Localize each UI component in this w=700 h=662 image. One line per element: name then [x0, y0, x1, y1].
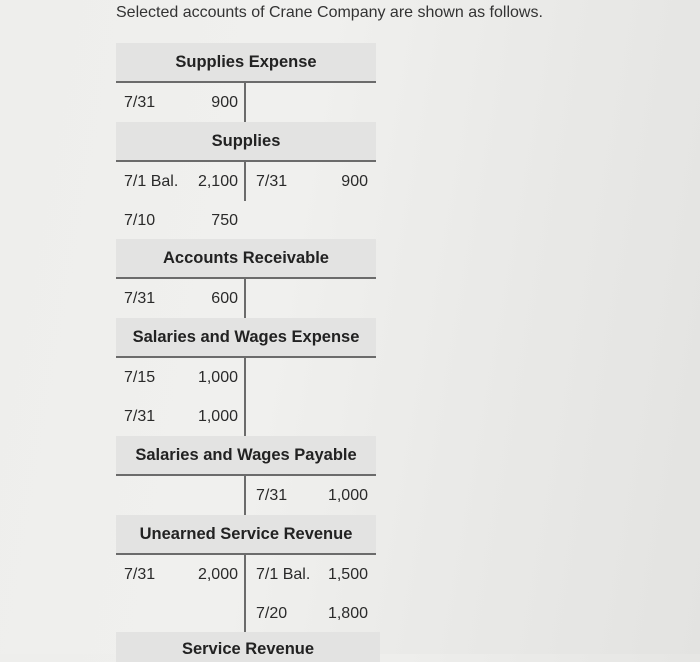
account-title: Accounts Receivable	[116, 239, 376, 279]
debit-date: 7/10	[124, 212, 156, 229]
debit-date: 7/1 Bal.	[124, 173, 179, 190]
credit-amount: 1,500	[327, 566, 368, 583]
account-title: Supplies	[116, 122, 376, 162]
ledger-row	[116, 83, 376, 122]
t-account-supplies	[116, 122, 376, 240]
ledger-row	[116, 555, 376, 594]
debit-date: 7/31	[124, 566, 156, 583]
account-title: Salaries and Wages Payable	[116, 436, 376, 476]
ledger-row	[116, 594, 376, 633]
account-title: Service Revenue	[181, 640, 315, 658]
credit-date: 7/1 Bal.	[256, 566, 311, 583]
account-body	[116, 162, 376, 240]
account-title: Supplies Expense	[116, 43, 376, 83]
credit-amount: 1,800	[327, 605, 368, 622]
ledger-row	[116, 358, 376, 397]
debit-date: 7/31	[124, 94, 156, 111]
account-title: Salaries and Wages Expense	[116, 318, 376, 358]
t-account-supplies-expense	[116, 43, 376, 122]
debit-date: 7/31	[124, 290, 156, 307]
credit-date: 7/31	[256, 173, 288, 190]
t-account-accounts-receivable	[116, 239, 376, 318]
account-body	[116, 555, 376, 633]
debit-amount: 600	[211, 290, 238, 307]
debit-amount: 2,100	[197, 173, 238, 190]
ledger-row	[116, 201, 376, 240]
debit-amount: 2,000	[197, 566, 238, 583]
debit-amount: 750	[211, 212, 238, 229]
account-title: Unearned Service Revenue	[116, 515, 376, 555]
debit-amount: 1,000	[197, 408, 238, 425]
debit-date: 7/15	[124, 369, 156, 386]
debit-amount: 1,000	[197, 369, 238, 386]
ledger-row	[116, 476, 376, 515]
account-body	[116, 83, 376, 122]
account-body	[116, 476, 376, 515]
t-account-salaries-wages-expense	[116, 318, 376, 436]
credit-date: 7/20	[256, 605, 288, 622]
ledger-row	[116, 162, 376, 201]
credit-amount: 1,000	[327, 487, 368, 504]
ledger-row	[116, 397, 376, 436]
ledger-row	[116, 279, 376, 318]
credit-date: 7/31	[256, 487, 288, 504]
intro-text: Selected accounts of Crane Company are shown as follows.	[116, 4, 543, 21]
account-body	[116, 279, 376, 318]
t-account-unearned-service-revenue	[116, 515, 376, 633]
t-account-salaries-wages-payable	[116, 436, 376, 515]
t-account-service-revenue-header	[116, 632, 380, 662]
credit-amount: 900	[341, 173, 368, 190]
debit-amount: 900	[211, 94, 238, 111]
account-body	[116, 358, 376, 436]
debit-date: 7/31	[124, 408, 156, 425]
